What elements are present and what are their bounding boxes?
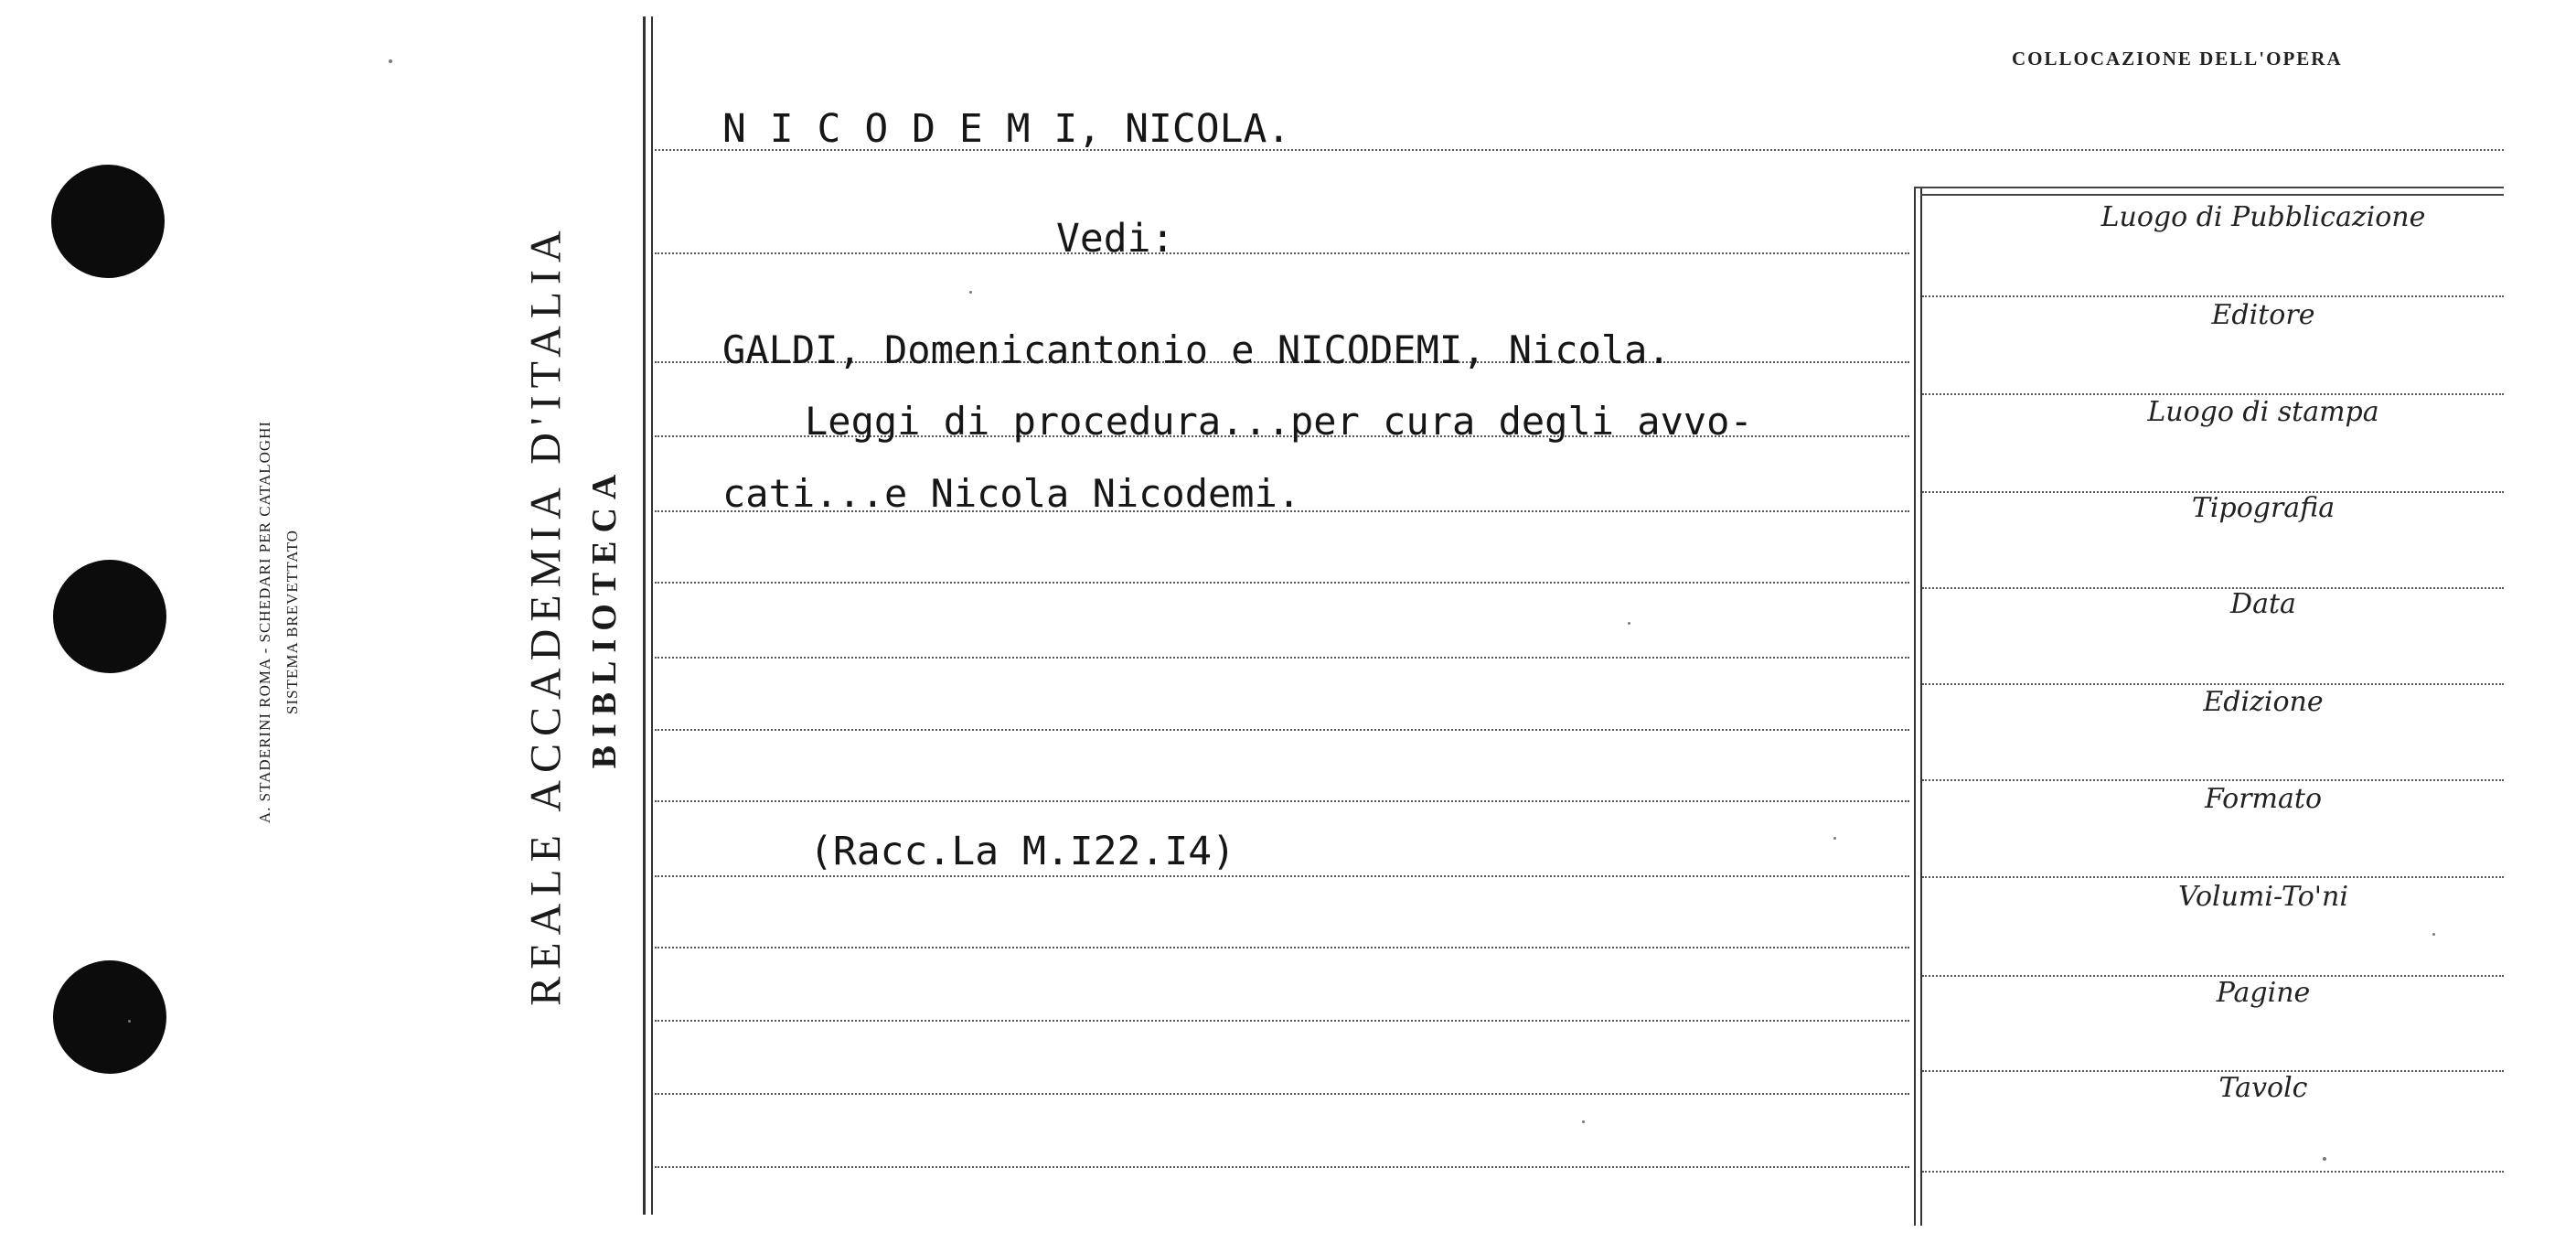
field-label-date: Data <box>2230 588 2296 620</box>
field-label-edition: Edizione <box>2203 686 2324 718</box>
see-reference: Vedi: <box>1056 216 1175 262</box>
shelf-location-header: COLLOCAZIONE DELL'OPERA <box>2012 48 2343 70</box>
field-line <box>1922 683 2504 685</box>
field-line <box>1922 1171 2504 1173</box>
fields-top-rule-inner <box>1920 194 2504 196</box>
entry-line <box>655 582 1909 584</box>
field-label-place-of-publication: Luogo di Pubblicazione <box>2100 201 2426 233</box>
field-label-pages: Pagine <box>2216 977 2311 1009</box>
field-label-format: Formato <box>2204 783 2323 815</box>
field-line <box>1922 295 2504 297</box>
reference-line-3: cati...e Nicola Nicodemi. <box>722 471 1301 516</box>
left-rule <box>643 16 646 1215</box>
paper-speck <box>2323 1157 2326 1161</box>
paper-speck <box>969 291 972 294</box>
fields-top-rule <box>1914 187 2504 188</box>
printer-credit-line1: A. STADERINI ROMA - SCHEDARI PER CATALOGHI <box>256 420 273 824</box>
entry-line <box>655 657 1909 659</box>
entry-line <box>655 252 1909 254</box>
institution-name: REALE ACCADEMIA D'ITALIA <box>521 223 571 1006</box>
department-name: BIBLIOTECA <box>585 466 624 769</box>
paper-speck <box>1582 1120 1585 1123</box>
paper-speck <box>1628 622 1630 625</box>
field-line <box>1922 876 2504 878</box>
reference-line-2: Leggi di procedura...per cura degli avvo- <box>805 399 1753 444</box>
punch-hole-top <box>51 165 165 278</box>
left-rule-inner <box>651 16 653 1215</box>
paper-speck <box>128 1020 131 1023</box>
entry-line <box>655 729 1909 731</box>
reference-line-1: GALDI, Domenicantonio e NICODEMI, Nicola. <box>722 327 1671 372</box>
entry-line <box>655 1093 1909 1095</box>
entry-line <box>655 800 1909 802</box>
field-line <box>1922 393 2504 395</box>
entry-line <box>655 875 1909 877</box>
paper-speck <box>389 59 392 63</box>
entry-line <box>655 947 1909 948</box>
entry-heading: N I C O D E M I, NICOLA. <box>722 106 1291 152</box>
field-label-publisher: Editore <box>2211 299 2315 331</box>
field-line <box>1922 779 2504 781</box>
paper-speck <box>1833 837 1836 840</box>
printer-credit-line2: SISTEMA BREVETTATO <box>283 530 301 714</box>
punch-hole-middle <box>53 560 166 673</box>
entry-line <box>655 1166 1909 1168</box>
field-label-place-of-printing: Luogo di stampa <box>2147 396 2379 428</box>
field-label-plates: Tavolc <box>2218 1072 2308 1104</box>
field-label-volumes: Volumi-To'ni <box>2178 881 2348 913</box>
call-number: (Racc.La M.I22.I4) <box>809 829 1235 874</box>
field-label-printer: Tipografia <box>2191 492 2336 524</box>
punch-hole-bottom <box>53 960 166 1074</box>
paper-speck <box>2432 933 2435 936</box>
entry-line <box>655 1020 1909 1022</box>
